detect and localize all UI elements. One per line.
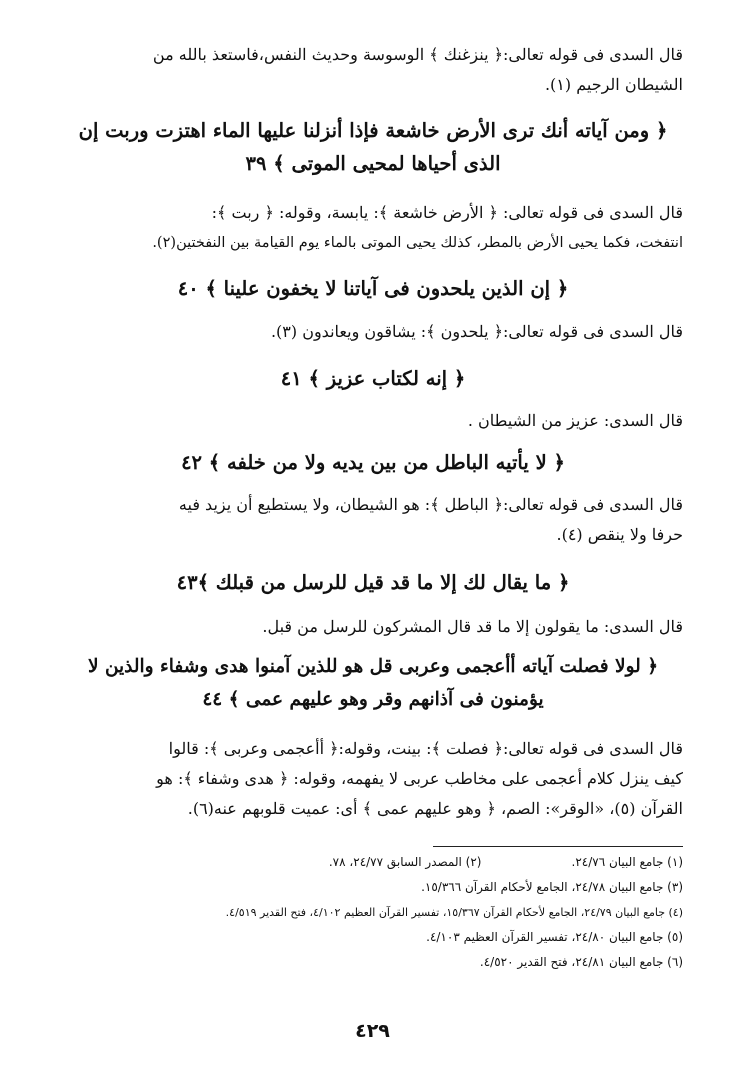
verse-44 xyxy=(63,650,683,716)
verse-41: ﴿ إنه لكتاب عزيز ﴾ ٤١ xyxy=(280,367,466,390)
commentary-7 xyxy=(63,734,683,824)
footnote-3: (٣) جامع البيان ٢٤/٧٨، الجامع لأحكام القرآن ١٥/٣٦٦. xyxy=(421,880,683,894)
footnote-5: (٥) جامع البيان ٢٤/٨٠، تفسير القرآن العظيم ٤/١٠٣. xyxy=(426,930,683,944)
footnote-1: (١) جامع البيان ٢٤/٧٦. xyxy=(571,855,683,869)
verse-line: ﴿ ومن آياته أنك ترى الأرض خاشعة فإذا أنزلنا عليها الماء اهتزت وربت إن xyxy=(78,119,668,142)
text-line: قال السدى فى قوله تعالى: ﴿ الأرض خاشعة ﴾: يابسة، وقوله: ﴿ ربت ﴾: xyxy=(211,203,683,222)
footnote-row xyxy=(63,850,683,875)
footnote-divider xyxy=(433,846,683,847)
commentary-6: قال السدى: ما يقولون إلا ما قد قال المشركون للرسل من قبل. xyxy=(262,617,683,636)
footnote-2: (٢) المصدر السابق ٢٤/٧٧، ٧٨. xyxy=(328,855,482,869)
text-line: قال السدى فى قوله تعالى:﴿ ينزغنك ﴾ الوسوسة وحديث النفس،فاستعذ بالله من xyxy=(152,45,683,64)
text-line: كيف ينزل كلام أعجمى على مخاطب عربى لا يفهمه، وقوله: ﴿ هدى وشفاء ﴾: هو xyxy=(156,769,683,788)
verse-line: ﴿ لولا فصلت آياته أأعجمى وعربى قل هو للذين آمنوا هدى وشفاء والذين لا xyxy=(87,656,659,677)
commentary-5 xyxy=(63,490,683,550)
text-line: انتفخت، فكما يحيى الأرض بالمطر، كذلك يحيى الموتى بالماء يوم القيامة بين النفختين(٢). xyxy=(152,235,683,251)
text-line: الشيطان الرجيم (١). xyxy=(544,75,683,94)
commentary-2 xyxy=(63,198,683,258)
page-number: ٤٢٩ xyxy=(355,1020,390,1042)
commentary-1 xyxy=(63,40,683,100)
text-line: قال السدى فى قوله تعالى:﴿ فصلت ﴾: بينت، وقوله:﴿ أأعجمى وعربى ﴾: قالوا xyxy=(168,739,683,758)
verse-43: ﴿ ما يقال لك إلا ما قد قيل للرسل من قبلك ﴾٤٣ xyxy=(176,571,570,594)
verse-40: ﴿ إن الذين يلحدون فى آياتنا لا يخفون علينا ﴾ ٤٠ xyxy=(177,277,569,300)
footnotes xyxy=(63,850,683,975)
commentary-3: قال السدى فى قوله تعالى:﴿ يلحدون ﴾: يشاقون ويعاندون (٣). xyxy=(270,322,683,341)
text-line: قال السدى فى قوله تعالى:﴿ الباطل ﴾: هو الشيطان، ولا يستطيع أن يزيد فيه xyxy=(178,495,683,514)
text-line: القرآن (٥)، «الوقر»: الصم، ﴿ وهو عليهم عمى ﴾ أى: عميت قلوبهم عنه(٦). xyxy=(187,799,683,818)
footnote-6: (٦) جامع البيان ٢٤/٨١، فتح القدير ٤/٥٢٠. xyxy=(479,955,683,969)
verse-line: الذى أحياها لمحيى الموتى ﴾ ٣٩ xyxy=(245,152,501,175)
verse-line: يؤمنون فى آذانهم وقر وهو عليهم عمى ﴾ ٤٤ xyxy=(202,689,544,710)
verse-39 xyxy=(63,114,683,180)
verse-42: ﴿ لا يأتيه الباطل من بين يديه ولا من خلفه ﴾ ٤٢ xyxy=(181,451,565,474)
commentary-4: قال السدى: عزيز من الشيطان . xyxy=(467,411,683,430)
text-line: حرفا ولا ينقص (٤). xyxy=(556,525,683,544)
footnote-4: (٤) جامع البيان ٢٤/٧٩، الجامع لأحكام القرآن ١٥/٣٦٧، تفسير القرآن العظيم ٤/١٠٢، فتح القدير ٤/٥١٩. xyxy=(225,906,683,919)
